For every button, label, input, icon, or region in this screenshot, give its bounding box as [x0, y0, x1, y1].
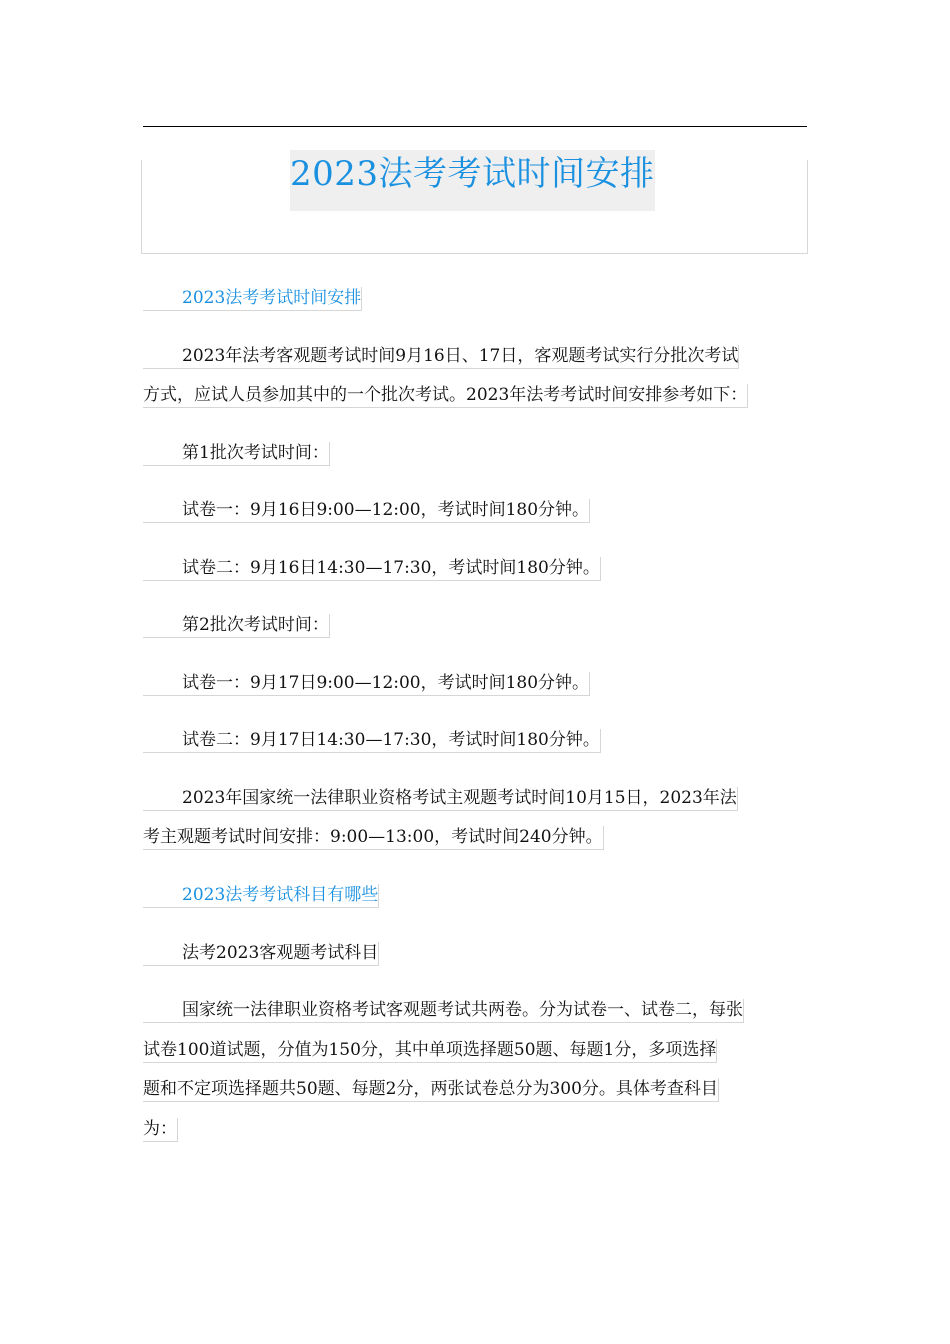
paragraph-intro-line-1: 2023年法考客观题考试时间9月16日、17日，客观题考试实行分批次考试	[143, 345, 739, 369]
paragraph-subjective-line-2: 考主观题考试时间安排：9:00—13:00，考试时间240分钟。	[143, 826, 604, 850]
paragraph-objective-line-4: 为：	[143, 1118, 178, 1142]
batch-1-paper-1: 试卷一：9月16日9:00—12:00，考试时间180分钟。	[143, 499, 590, 523]
batch-1-label: 第1批次考试时间：	[143, 442, 330, 466]
section-heading-schedule: 2023法考考试时间安排	[143, 287, 362, 311]
batch-1-paper-2: 试卷二：9月16日14:30—17:30，考试时间180分钟。	[143, 557, 601, 581]
paragraph-objective-line-2: 试卷100道试题，分值为150分，其中单项选择题50题、每题1分，多项选择	[143, 1039, 717, 1063]
top-rule	[143, 126, 807, 127]
section-heading-subjects: 2023法考考试科目有哪些	[143, 884, 379, 908]
paragraph-objective-line-3: 题和不定项选择题共50题、每题2分，两张试卷总分为300分。具体考查科目	[143, 1078, 719, 1102]
paragraph-objective-line-1: 国家统一法律职业资格考试客观题考试共两卷。分为试卷一、试卷二，每张	[143, 999, 744, 1023]
batch-2-label: 第2批次考试时间：	[143, 614, 330, 638]
subheading-objective-subjects: 法考2023客观题考试科目	[143, 942, 379, 966]
paragraph-subjective-line-1: 2023年国家统一法律职业资格考试主观题考试时间10月15日，2023年法	[143, 787, 738, 811]
batch-2-paper-2: 试卷二：9月17日14:30—17:30，考试时间180分钟。	[143, 729, 601, 753]
batch-2-paper-1: 试卷一：9月17日9:00—12:00，考试时间180分钟。	[143, 672, 590, 696]
page-title: 2023法考考试时间安排	[290, 150, 655, 211]
paragraph-intro-line-2: 方式，应试人员参加其中的一个批次考试。2023年法考考试时间安排参考如下：	[143, 384, 748, 408]
